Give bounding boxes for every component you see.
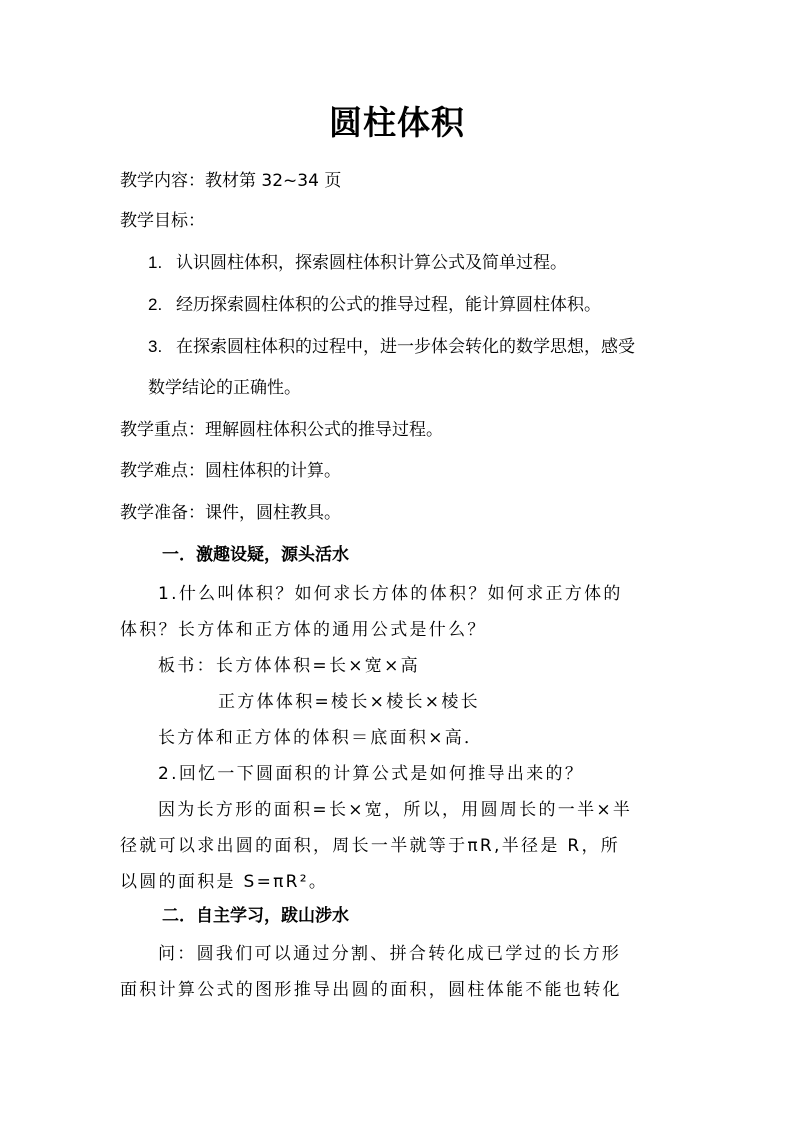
objective-text: 经历探索圆柱体积的公式的推导过程，能计算圆柱体积。	[176, 295, 601, 315]
answer-line-3: 以圆的面积是 S=πR²。	[120, 872, 329, 892]
objective-3-continuation: 数学结论的正确性。	[148, 378, 301, 398]
question-2: 2.回忆一下圆面积的计算公式是如何推导出来的？	[158, 764, 585, 784]
objective-item-3	[148, 335, 635, 359]
key-point: 教学重点：理解圆柱体积公式的推导过程。	[120, 420, 443, 440]
teaching-content: 教学内容：教材第 32~34 页	[120, 171, 342, 191]
general-formula: 长方体和正方体的体积＝底面积×高．	[158, 728, 484, 748]
objective-number: 1.	[148, 253, 163, 272]
page-title: 圆柱体积	[329, 103, 465, 142]
answer-line-1: 因为长方形的面积=长×宽，所以，用圆周长的一半×半	[158, 800, 633, 820]
section-2-question-line-1: 问：圆我们可以通过分割、拼合转化成已学过的长方形	[158, 944, 622, 964]
board-formula-1: 板书：长方体体积=长×宽×高	[158, 656, 420, 676]
question-1-line-2: 体积？长方体和正方体的通用公式是什么？	[120, 620, 487, 640]
answer-line-2: 径就可以求出圆的面积，周长一半就等于πR,半径是 R，所	[120, 836, 621, 856]
objectives-label: 教学目标：	[120, 211, 205, 231]
section-2-question-line-2: 面积计算公式的图形推导出圆的面积，圆柱体能不能也转化	[120, 980, 622, 1000]
objective-item-1	[148, 251, 567, 275]
objective-text: 认识圆柱体积，探索圆柱体积计算公式及简单过程。	[176, 253, 567, 273]
objective-number: 3.	[148, 337, 163, 356]
objective-item-2	[148, 293, 601, 317]
difficulty: 教学难点：圆柱体积的计算。	[120, 461, 341, 481]
question-1-line-1: 1.什么叫体积？如何求长方体的体积？如何求正方体的	[158, 584, 623, 604]
objective-text: 在探索圆柱体积的过程中，进一步体会转化的数学思想，感受	[176, 337, 635, 357]
section-1-heading: 一．激趣设疑，源头活水	[162, 545, 349, 565]
section-2-heading: 二．自主学习，跋山涉水	[162, 906, 349, 926]
objective-number: 2.	[148, 295, 163, 314]
preparation: 教学准备：课件，圆柱教具。	[120, 503, 341, 523]
board-formula-2: 正方体体积=棱长×棱长×棱长	[218, 692, 480, 712]
